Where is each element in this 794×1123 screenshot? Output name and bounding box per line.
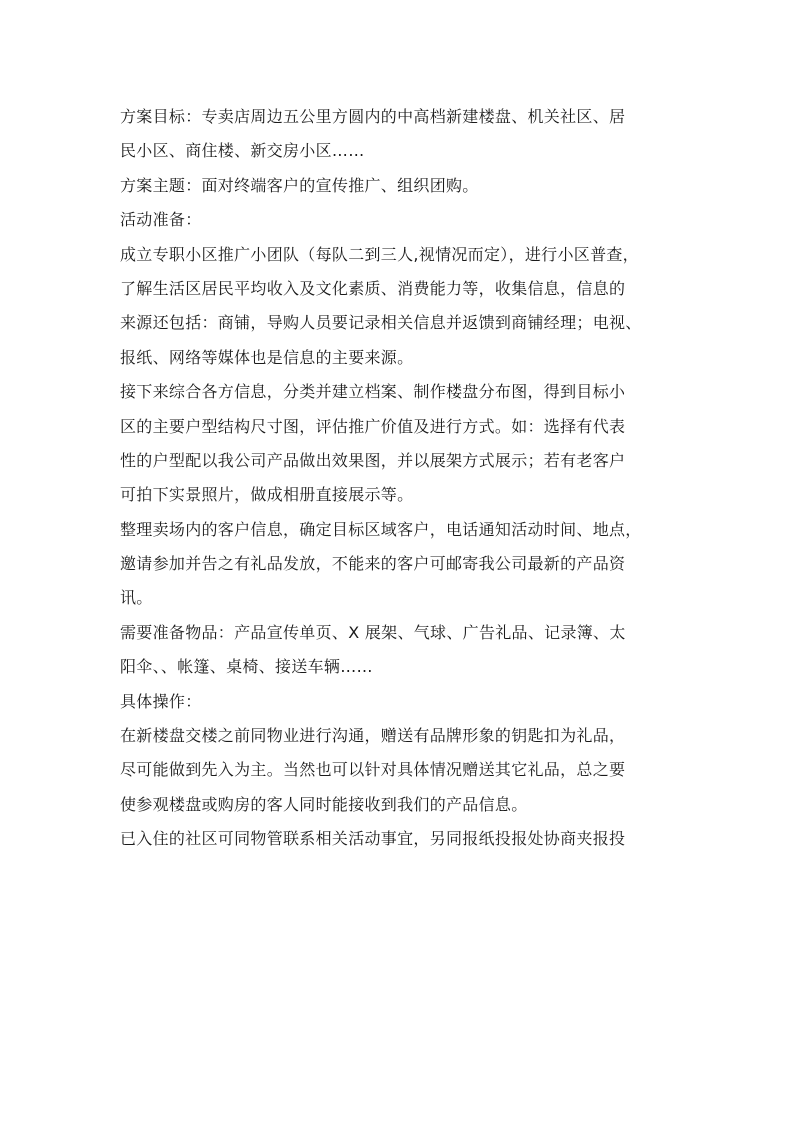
text-line: 整理卖场内的客户信息，确定目标区域客户，电话通知活动时间、地点， xyxy=(120,519,642,539)
text-line: 邀请参加并告之有礼品发放，不能来的客户可邮寄我公司最新的产品资 xyxy=(120,554,626,574)
text-line: 阳伞、、帐篷、桌椅、接送车辆…… xyxy=(120,657,373,677)
text-line: 区的主要户型结构尺寸图，评估推广价值及进行方式。如：选择有代表 xyxy=(120,416,626,436)
text-line: 方案目标：专卖店周边五公里方圆内的中高档新建楼盘、机关社区、居 xyxy=(120,107,626,126)
text-line: 具体操作： xyxy=(120,691,202,711)
text-line: 在新楼盘交楼之前同物业进行沟通，赠送有品牌形象的钥匙扣为礼品， xyxy=(120,726,626,746)
text-line: 方案主题：面对终端客户的宣传推广、组织团购。 xyxy=(120,175,479,195)
text-line: 民小区、商住楼、新交房小区…… xyxy=(120,141,365,161)
document-body xyxy=(120,100,680,857)
text-line: 性的户型配以我公司产品做出效果图，并以展架方式展示；若有老客户 xyxy=(120,450,626,470)
text-line: 接下来综合各方信息，分类并建立档案、制作楼盘分布图，得到目标小 xyxy=(120,382,626,402)
text-line: 报纸、网络等媒体也是信息的主要来源。 xyxy=(120,347,414,367)
text-line: 讯。 xyxy=(120,588,153,608)
text-line: 成立专职小区推广小团队（每队二到三人,视情况而定），进行小区普查， xyxy=(120,244,639,264)
text-line: 使参观楼盘或购房的客人同时能接收到我们的产品信息。 xyxy=(120,794,528,814)
text-line: 需要准备物品：产品宣传单页、X 展架、气球、广告礼品、记录簿、太 xyxy=(120,622,626,642)
text-line: 已入住的社区可同物管联系相关活动事宜，另同报纸投报处协商夹报投 xyxy=(120,829,626,849)
text-line: 可拍下实景照片，做成相册直接展示等。 xyxy=(120,485,414,505)
text-line: 活动准备： xyxy=(120,210,202,230)
text-line: 尽可能做到先入为主。当然也可以针对具体情况赠送其它礼品，总之要 xyxy=(120,760,626,780)
text-line: 来源还包括：商铺，导购人员要记录相关信息并返馈到商铺经理；电视、 xyxy=(120,313,642,333)
text-line: 了解生活区居民平均收入及文化素质、消费能力等，收集信息，信息的 xyxy=(120,278,626,298)
